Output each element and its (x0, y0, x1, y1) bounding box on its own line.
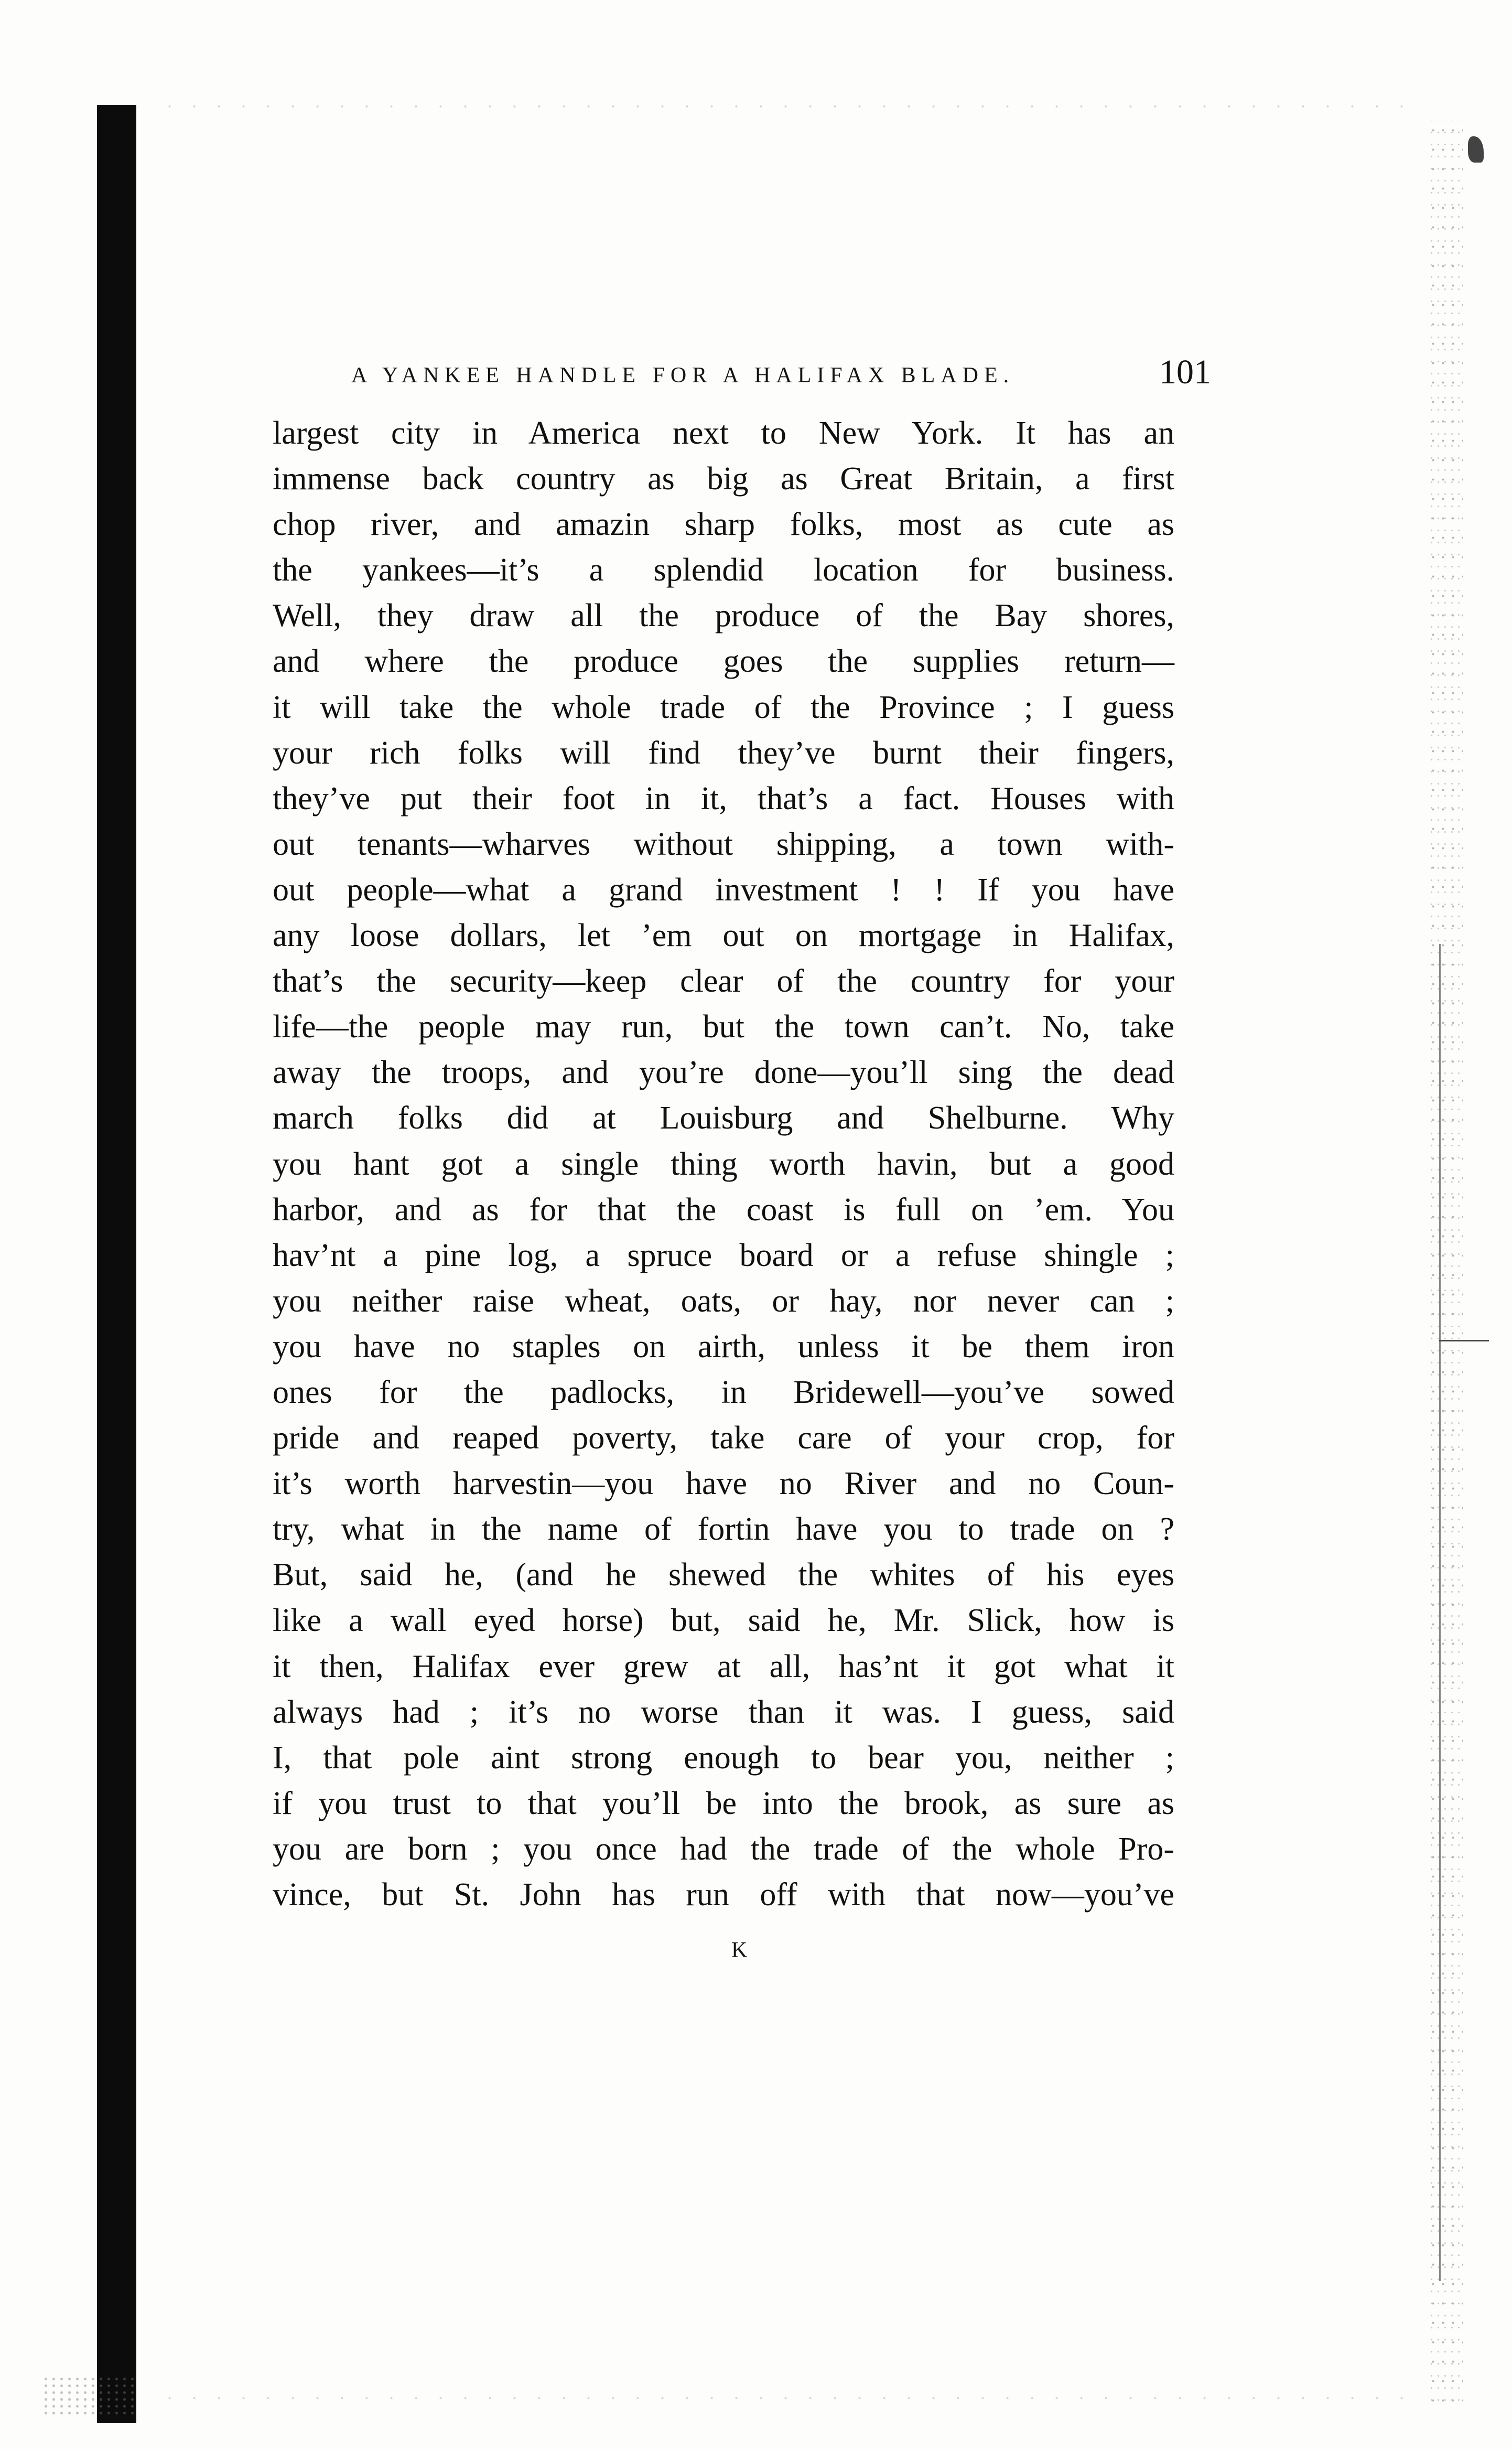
text-line: your rich folks will find they’ve burnt their fingers, (273, 735, 1174, 771)
scan-edge-line (1439, 944, 1441, 2281)
text-line: ones for the padlocks, in Bridewell—you’ve sowed (273, 1374, 1174, 1410)
scan-edge-tick (1439, 1340, 1489, 1341)
text-line: chop river, and amazin sharp folks, most as cute as (273, 507, 1174, 543)
scan-speckle-right (1426, 121, 1463, 2407)
text-line: that’s the security—keep clear of the country for your (273, 963, 1174, 1000)
text-line: largest city in America next to New York. It has an (273, 415, 1174, 451)
text-line: immense back country as big as Great Britain, a first (273, 461, 1174, 497)
running-title: A YANKEE HANDLE FOR A HALIFAX BLADE. (351, 363, 1015, 388)
text-line: you are born ; you once had the trade of the whole Pro- (273, 1831, 1174, 1867)
text-line: it’s worth harvestin—you have no River and no Coun- (273, 1466, 1174, 1502)
text-line: vince, but St. John has run off with that now—you’ve (273, 1877, 1174, 1913)
signature-mark: K (731, 1938, 748, 1962)
text-line: any loose dollars, let ’em out on mortgage in Halifax, (273, 918, 1174, 954)
running-head (351, 352, 1211, 394)
text-line: I, that pole aint strong enough to bear you, neither ; (273, 1739, 1174, 1776)
text-line: try, what in the name of fortin have you to trade on ? (273, 1511, 1174, 1548)
text-line: the yankees—it’s a splendid location for business. (273, 552, 1174, 588)
text-line: it will take the whole trade of the Province ; I guess (273, 689, 1174, 725)
text-line: hav’nt a pine log, a spruce board or a refuse shingle ; (273, 1237, 1174, 1273)
text-line: Well, they draw all the produce of the Bay shores, (273, 598, 1174, 634)
text-line: you hant got a single thing worth havin, but a good (273, 1146, 1174, 1182)
scan-smudge (42, 2376, 136, 2418)
text-line: harbor, and as for that the coast is full on ’em. You (273, 1191, 1174, 1228)
text-line: you have no staples on airth, unless it be them iron (273, 1328, 1174, 1365)
text-line: pride and reaped poverty, take care of your crop, for (273, 1420, 1174, 1456)
text-line: away the troops, and you’re done—you’ll sing the dead (273, 1055, 1174, 1091)
scan-dust-top (157, 105, 1416, 108)
text-line: if you trust to that you’ll be into the brook, as sure as (273, 1785, 1174, 1821)
text-line: But, said he, (and he shewed the whites of his eyes (273, 1557, 1174, 1593)
text-line: and where the produce goes the supplies return— (273, 643, 1174, 680)
binding-edge (97, 105, 136, 2423)
text-line: always had ; it’s no worse than it was. I guess, said (273, 1694, 1174, 1730)
text-line: you neither raise wheat, oats, or hay, nor never can ; (273, 1283, 1174, 1319)
body-text (273, 411, 1174, 1918)
scan-dust-bottom (157, 2397, 1416, 2400)
page-number: 101 (1159, 353, 1211, 391)
text-line: they’ve put their foot in it, that’s a fact. Houses with (273, 780, 1174, 817)
scan-corner-mark (1468, 136, 1484, 163)
text-line: like a wall eyed horse) but, said he, Mr. Slick, how is (273, 1603, 1174, 1639)
text-line: out people—what a grand investment ! ! If you have (273, 872, 1174, 908)
text-line: it then, Halifax ever grew at all, has’nt it got what it (273, 1648, 1174, 1684)
text-line: life—the people may run, but the town can’t. No, take (273, 1009, 1174, 1045)
text-line: out tenants—wharves without shipping, a town with- (273, 826, 1174, 862)
text-line: march folks did at Louisburg and Shelburne. Why (273, 1100, 1174, 1136)
